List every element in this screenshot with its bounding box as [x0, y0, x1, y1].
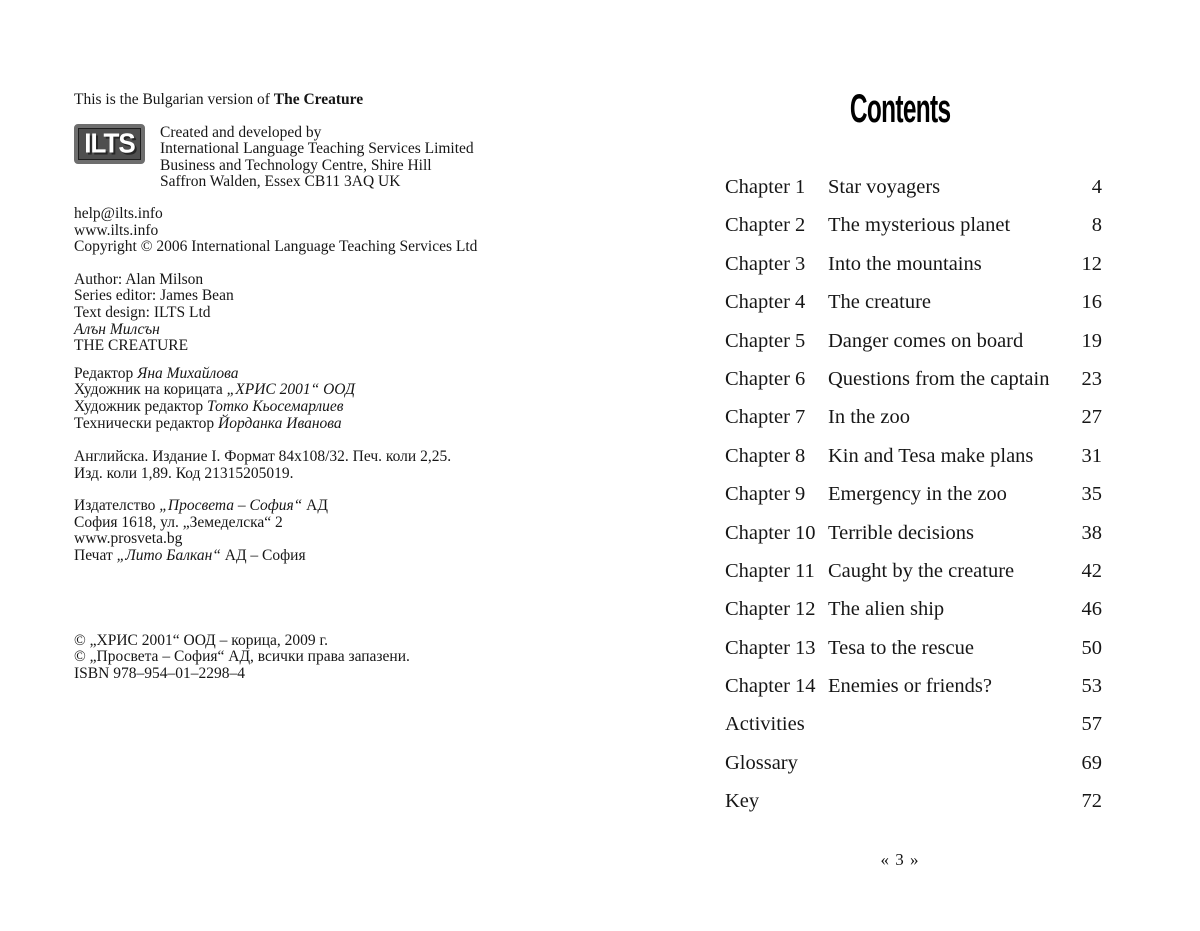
toc-row — [725, 482, 1102, 520]
edition-block — [74, 449, 564, 482]
credit-series-editor: Series editor: James Bean — [74, 287, 234, 305]
toc-page-number: 23 — [1081, 367, 1102, 390]
toc-page-number: 57 — [1081, 713, 1102, 736]
toc-page-number: 31 — [1081, 444, 1102, 467]
toc-chapter-label: Chapter 12 — [725, 598, 816, 621]
toc-section-label: Activities — [725, 713, 805, 736]
bulgarian-credit — [74, 416, 564, 433]
toc-page-number: 69 — [1081, 751, 1102, 774]
printer-prefix: Печат — [74, 547, 117, 565]
credit-role: Художник редактор — [74, 397, 208, 415]
toc-page-number: 38 — [1081, 521, 1102, 544]
toc-page-number: 4 — [1091, 176, 1102, 198]
toc-row — [725, 789, 1102, 827]
publisher-logo-row — [74, 124, 564, 191]
toc-chapter-title: The creature — [828, 291, 931, 314]
toc-row — [725, 712, 1102, 750]
toc-chapter-label: Chapter 13 — [725, 636, 816, 659]
toc-row — [725, 444, 1102, 482]
toc-row — [725, 329, 1102, 367]
toc-page-number: 50 — [1081, 636, 1102, 659]
toc-row — [725, 367, 1102, 405]
toc-row — [725, 597, 1102, 635]
credit-name: Яна Михайлова — [137, 364, 239, 382]
toc-chapter-title: Into the mountains — [828, 252, 982, 275]
toc-chapter-label: Chapter 8 — [725, 444, 806, 467]
imprint-line: International Language Teaching Services Limited — [160, 140, 474, 158]
toc-section-label: Glossary — [725, 751, 798, 774]
intro-book-title: The Creature — [273, 91, 364, 108]
toc-page-number: 42 — [1081, 559, 1102, 582]
credit-role: Редактор — [74, 364, 138, 382]
toc-row — [725, 405, 1102, 443]
toc-chapter-title: Enemies or friends? — [828, 675, 992, 698]
toc-chapter-title: Terrible decisions — [828, 521, 975, 544]
bulgarian-credits-block — [74, 366, 564, 432]
toc-chapter-title: The alien ship — [828, 598, 945, 621]
bulgarian-credit — [74, 382, 564, 399]
copyright-notices-block — [74, 633, 564, 666]
credit-text-design: Text design: ILTS Ltd — [74, 303, 211, 321]
toc-row — [725, 175, 1102, 213]
publisher-address: София 1618, ул. „Земеделска“ 2 — [74, 513, 283, 531]
toc-page-number: 12 — [1081, 252, 1102, 275]
publisher-block — [74, 498, 564, 548]
imprint-address-block — [160, 124, 474, 191]
toc-row — [725, 559, 1102, 597]
page-number-marker: « 3 » — [880, 850, 920, 869]
toc-chapter-title: Questions from the captain — [828, 367, 1050, 390]
contact-website: www.ilts.info — [74, 221, 159, 239]
toc-page-number: 53 — [1081, 675, 1102, 698]
toc-page-number: 8 — [1091, 214, 1102, 237]
toc-chapter-title: Danger comes on board — [828, 329, 1024, 352]
imprint-line: Saffron Walden, Essex CB11 3AQ UK — [160, 173, 401, 191]
publisher-prefix: Издателство — [74, 497, 160, 515]
toc-chapter-label: Chapter 4 — [725, 291, 806, 314]
toc-row — [725, 674, 1102, 712]
table-of-contents — [725, 175, 1102, 828]
credit-name: Йорданка Иванова — [218, 414, 342, 432]
toc-chapter-label: Chapter 10 — [725, 521, 816, 544]
toc-chapter-title: Emergency in the zoo — [828, 483, 1007, 506]
printer-name: „Лито Балкан“ — [116, 547, 221, 565]
contact-email: help@ilts.info — [74, 204, 163, 222]
toc-row — [725, 290, 1102, 328]
toc-page-number: 46 — [1081, 598, 1102, 621]
credit-name: „ХРИС 2001“ ООД — [226, 381, 355, 399]
toc-section-label: Key — [725, 790, 760, 813]
toc-chapter-label: Chapter 9 — [725, 483, 806, 506]
bulgarian-credit — [74, 399, 564, 416]
imprint-page — [74, 92, 564, 682]
bulgarian-credit — [74, 366, 564, 383]
toc-page-number: 27 — [1081, 406, 1102, 429]
contents-heading-wrap — [700, 88, 1100, 130]
toc-chapter-label: Chapter 1 — [725, 176, 806, 198]
toc-chapter-label: Chapter 7 — [725, 406, 806, 429]
publisher-line — [74, 498, 564, 515]
ilts-logo-text: ILTS — [84, 127, 135, 160]
intro-prefix: This is the Bulgarian version of — [74, 91, 274, 108]
credit-role: Технически редактор — [74, 414, 218, 432]
toc-chapter-label: Chapter 6 — [725, 367, 806, 390]
publisher-suffix: АД — [302, 497, 328, 515]
contact-block — [74, 206, 564, 239]
toc-chapter-label: Chapter 3 — [725, 252, 806, 275]
toc-row — [725, 521, 1102, 559]
bulgarian-version-note — [74, 92, 564, 109]
credit-author: Author: Alan Milson — [74, 270, 204, 288]
edition-line: Изд. коли 1,89. Код 21315205019. — [74, 464, 294, 482]
toc-row — [725, 751, 1102, 789]
toc-chapter-title: Tesa to the rescue — [828, 636, 974, 659]
imprint-line: Created and developed by — [160, 123, 322, 141]
toc-chapter-label: Chapter 11 — [725, 559, 815, 582]
toc-row — [725, 252, 1102, 290]
toc-chapter-label: Chapter 2 — [725, 214, 806, 237]
credits-block — [74, 272, 564, 322]
edition-line: Английска. Издание I. Формат 84x108/32. Печ. коли 2,25. — [74, 448, 452, 466]
toc-page-number: 72 — [1081, 790, 1102, 813]
bulgarian-book-title: THE CREATURE — [74, 337, 189, 355]
publisher-website: www.prosveta.bg — [74, 530, 183, 548]
toc-page-number: 16 — [1081, 291, 1102, 314]
credit-role: Художник на корицата — [74, 381, 227, 399]
toc-row — [725, 213, 1102, 251]
toc-chapter-label: Chapter 5 — [725, 329, 806, 352]
imprint-line: Business and Technology Centre, Shire Hill — [160, 156, 432, 174]
toc-row — [725, 636, 1102, 674]
toc-chapter-title: Kin and Tesa make plans — [828, 444, 1034, 467]
copyright-line: Copyright © 2006 International Language Teaching Services Ltd — [74, 238, 478, 256]
toc-chapter-label: Chapter 14 — [725, 675, 816, 698]
printer-suffix: АД – София — [220, 547, 306, 565]
toc-chapter-title: Star voyagers — [828, 176, 941, 198]
toc-chapter-title: The mysterious planet — [828, 214, 1011, 237]
isbn: ISBN 978–954–01–2298–4 — [74, 664, 245, 682]
toc-page-number: 19 — [1081, 329, 1102, 352]
toc-chapter-title: In the zoo — [828, 406, 910, 429]
printer-line — [74, 548, 564, 565]
bulgarian-author: Алън Милсън — [74, 320, 160, 338]
toc-page-number: 35 — [1081, 483, 1102, 506]
copyright-notice: © „Просвета – София“ АД, всички права запазени. — [74, 648, 410, 666]
credit-name: Тотко Кьосемарлиев — [207, 397, 344, 415]
copyright-notice: © „ХРИС 2001“ ООД – корица, 2009 г. — [74, 631, 329, 649]
toc-chapter-title: Caught by the creature — [828, 559, 1015, 582]
ilts-logo — [74, 124, 145, 164]
publisher-name: „Просвета – София“ — [159, 497, 303, 515]
contents-heading: Contents — [849, 86, 951, 131]
